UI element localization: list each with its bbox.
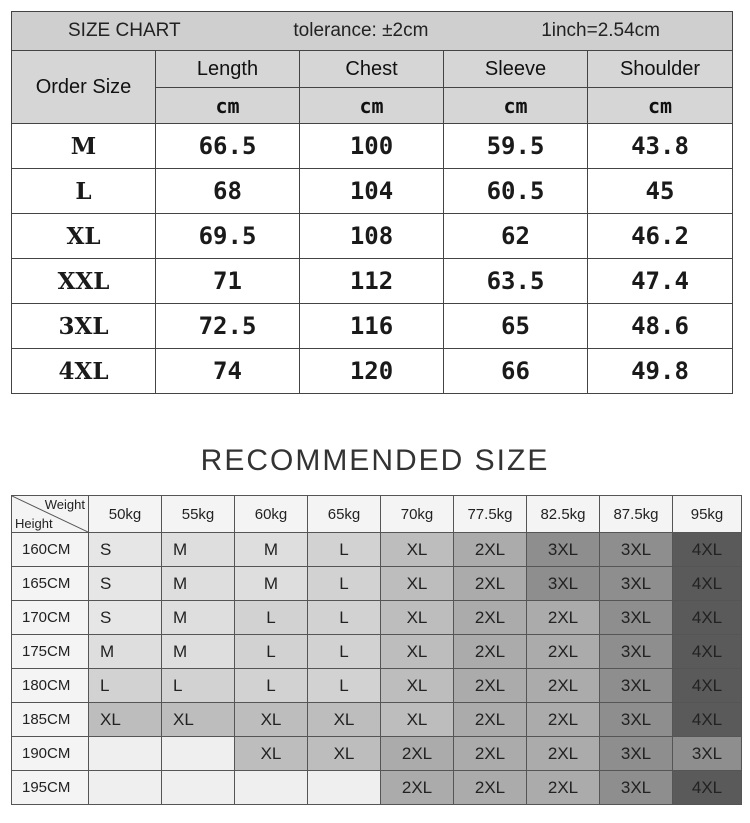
order-size-cell: 4XL: [12, 349, 156, 394]
weight-header: 87.5kg: [600, 496, 673, 533]
recommended-size-cell: 3XL: [600, 737, 673, 771]
recommended-size-cell: XL: [381, 703, 454, 737]
recommended-size-cell: L: [308, 601, 381, 635]
recommended-size-cell: XL: [381, 601, 454, 635]
table-row: [12, 669, 742, 703]
weight-header: 70kg: [381, 496, 454, 533]
chest-cell: 108: [300, 214, 444, 259]
size-chart-table: [11, 11, 733, 394]
recommended-size-cell: 2XL: [454, 737, 527, 771]
weight-height-corner: [12, 496, 89, 533]
column-header-chest: Chest: [300, 51, 444, 88]
height-cell: 175CM: [12, 635, 89, 669]
height-cell: 160CM: [12, 533, 89, 567]
recommended-size-cell: XL: [235, 737, 308, 771]
order-size-cell: M: [12, 124, 156, 169]
height-cell: 165CM: [12, 567, 89, 601]
recommended-size-cell: M: [89, 635, 162, 669]
recommended-size-cell: 2XL: [527, 635, 600, 669]
recommended-size-cell: 2XL: [454, 703, 527, 737]
order-size-cell: XXL: [12, 259, 156, 304]
recommended-size-cell: 3XL: [600, 567, 673, 601]
recommended-size-cell: XL: [162, 703, 235, 737]
recommended-size-cell: M: [162, 635, 235, 669]
sleeve-cell: 62: [444, 214, 588, 259]
length-cell: 74: [156, 349, 300, 394]
recommended-size-cell: 3XL: [600, 703, 673, 737]
recommended-size-cell: 2XL: [527, 737, 600, 771]
recommended-size-cell: 3XL: [600, 533, 673, 567]
recommended-size-cell: L: [308, 635, 381, 669]
height-cell: 185CM: [12, 703, 89, 737]
recommended-size-cell: [162, 737, 235, 771]
tolerance-note: tolerance: ±2cm: [293, 20, 429, 41]
recommended-size-cell: 2XL: [527, 669, 600, 703]
size-chart-title-bar: [12, 12, 733, 51]
recommended-size-cell: L: [162, 669, 235, 703]
recommended-size-cell: L: [308, 533, 381, 567]
shoulder-cell: 49.8: [588, 349, 733, 394]
recommended-size-cell: 4XL: [673, 533, 742, 567]
recommended-size-cell: [308, 771, 381, 805]
recommended-size-cell: M: [162, 567, 235, 601]
recommended-size-cell: 2XL: [381, 771, 454, 805]
recommended-size-cell: M: [162, 533, 235, 567]
chest-cell: 116: [300, 304, 444, 349]
shoulder-cell: 46.2: [588, 214, 733, 259]
recommended-size-cell: [235, 771, 308, 805]
table-row: [12, 124, 733, 169]
recommended-size-cell: 3XL: [600, 771, 673, 805]
length-cell: 71: [156, 259, 300, 304]
recommended-size-cell: 2XL: [454, 533, 527, 567]
recommended-size-cell: 4XL: [673, 567, 742, 601]
recommended-size-cell: 2XL: [527, 601, 600, 635]
recommended-size-body: [12, 533, 742, 805]
recommended-size-cell: XL: [381, 669, 454, 703]
table-row: [12, 304, 733, 349]
recommended-size-cell: [89, 737, 162, 771]
recommended-size-cell: 2XL: [527, 703, 600, 737]
table-row: [12, 533, 742, 567]
recommended-size-cell: 3XL: [600, 635, 673, 669]
recommended-size-cell: 2XL: [527, 771, 600, 805]
height-cell: 195CM: [12, 771, 89, 805]
weight-header: 60kg: [235, 496, 308, 533]
recommended-size-cell: 2XL: [454, 601, 527, 635]
length-cell: 69.5: [156, 214, 300, 259]
column-header-length: Length: [156, 51, 300, 88]
column-header-shoulder: Shoulder: [588, 51, 733, 88]
recommended-size-cell: 4XL: [673, 771, 742, 805]
table-row: [12, 771, 742, 805]
shoulder-cell: 47.4: [588, 259, 733, 304]
recommended-size-cell: 3XL: [600, 601, 673, 635]
order-size-cell: 3XL: [12, 304, 156, 349]
height-axis-label: Height: [15, 516, 53, 531]
recommended-size-cell: 2XL: [454, 771, 527, 805]
height-cell: 180CM: [12, 669, 89, 703]
recommended-size-cell: [162, 771, 235, 805]
table-row: [12, 567, 742, 601]
table-row: [12, 214, 733, 259]
recommended-size-cell: XL: [89, 703, 162, 737]
recommended-size-cell: 4XL: [673, 703, 742, 737]
weight-header: 95kg: [673, 496, 742, 533]
recommended-size-table: [11, 495, 742, 805]
table-row: [12, 349, 733, 394]
weight-header-row: [12, 496, 742, 533]
chest-cell: 104: [300, 169, 444, 214]
table-row: [12, 703, 742, 737]
order-size-cell: XL: [12, 214, 156, 259]
recommended-size-cell: 2XL: [381, 737, 454, 771]
recommended-size-cell: 4XL: [673, 669, 742, 703]
length-cell: 66.5: [156, 124, 300, 169]
sleeve-cell: 63.5: [444, 259, 588, 304]
recommended-size-cell: S: [89, 533, 162, 567]
height-cell: 170CM: [12, 601, 89, 635]
order-size-header: Order Size: [12, 51, 156, 124]
inch-conversion-note: 1inch=2.54cm: [541, 20, 661, 41]
order-size-cell: L: [12, 169, 156, 214]
recommended-size-cell: 3XL: [673, 737, 742, 771]
table-row: [12, 169, 733, 214]
recommended-size-cell: L: [89, 669, 162, 703]
recommended-size-cell: L: [235, 635, 308, 669]
recommended-size-cell: 2XL: [454, 635, 527, 669]
length-cell: 68: [156, 169, 300, 214]
recommended-size-cell: 2XL: [454, 567, 527, 601]
table-row: [12, 259, 733, 304]
unit-label: cm: [156, 88, 300, 124]
chest-cell: 100: [300, 124, 444, 169]
unit-label: cm: [300, 88, 444, 124]
sleeve-cell: 60.5: [444, 169, 588, 214]
recommended-size-cell: S: [89, 601, 162, 635]
size-chart-title: SIZE CHART: [68, 20, 181, 41]
chest-cell: 120: [300, 349, 444, 394]
unit-label: cm: [444, 88, 588, 124]
weight-header: 77.5kg: [454, 496, 527, 533]
recommended-size-cell: XL: [308, 737, 381, 771]
recommended-size-cell: 4XL: [673, 601, 742, 635]
recommended-size-cell: 2XL: [454, 669, 527, 703]
recommended-size-cell: L: [235, 669, 308, 703]
recommended-size-cell: 3XL: [527, 533, 600, 567]
shoulder-cell: 45: [588, 169, 733, 214]
recommended-size-cell: XL: [381, 533, 454, 567]
recommended-size-cell: L: [235, 601, 308, 635]
recommended-size-cell: XL: [381, 635, 454, 669]
recommended-size-cell: S: [89, 567, 162, 601]
recommended-size-cell: 3XL: [600, 669, 673, 703]
shoulder-cell: 43.8: [588, 124, 733, 169]
unit-label: cm: [588, 88, 733, 124]
weight-header: 55kg: [162, 496, 235, 533]
recommended-size-cell: XL: [308, 703, 381, 737]
recommended-size-cell: XL: [235, 703, 308, 737]
recommended-size-cell: L: [308, 669, 381, 703]
weight-axis-label: Weight: [44, 497, 85, 512]
length-cell: 72.5: [156, 304, 300, 349]
chest-cell: 112: [300, 259, 444, 304]
recommended-size-cell: M: [235, 567, 308, 601]
recommended-size-cell: 4XL: [673, 635, 742, 669]
sleeve-cell: 65: [444, 304, 588, 349]
weight-header: 65kg: [308, 496, 381, 533]
sleeve-cell: 66: [444, 349, 588, 394]
recommended-size-cell: XL: [381, 567, 454, 601]
height-cell: 190CM: [12, 737, 89, 771]
recommended-size-title: RECOMMENDED SIZE: [200, 444, 550, 477]
recommended-size-cell: M: [162, 601, 235, 635]
shoulder-cell: 48.6: [588, 304, 733, 349]
sleeve-cell: 59.5: [444, 124, 588, 169]
table-row: [12, 635, 742, 669]
table-row: [12, 737, 742, 771]
recommended-size-cell: L: [308, 567, 381, 601]
weight-header: 50kg: [89, 496, 162, 533]
weight-header: 82.5kg: [527, 496, 600, 533]
recommended-size-cell: [89, 771, 162, 805]
recommended-size-cell: M: [235, 533, 308, 567]
column-header-sleeve: Sleeve: [444, 51, 588, 88]
recommended-size-cell: 3XL: [527, 567, 600, 601]
table-row: [12, 601, 742, 635]
